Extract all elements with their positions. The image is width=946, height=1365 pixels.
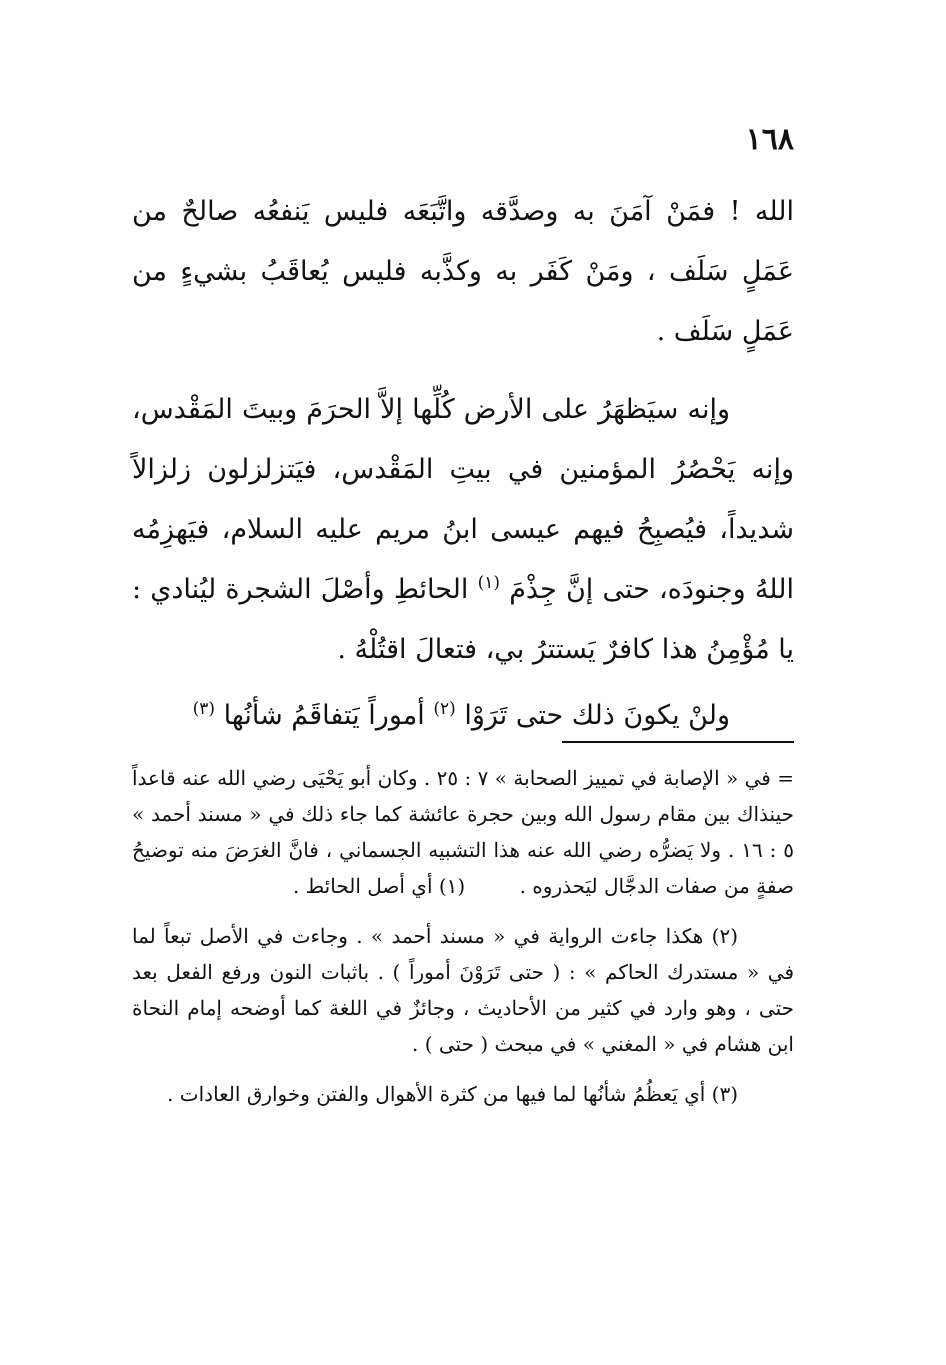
footnote-continuation: [132, 760, 794, 904]
footnote-2: (٢) هكذا جاءت الرواية في « مسند أحمد » . وجاءت في الأصل تبعاً لما في « مستدرك الحاكم » : ( حتى تَرَوْنَ أموراً ) . باثبات النون ورفع الفعل بعد حتى ، وهو وارد في كثير من الأحاديث ، وجائزٌ في اللغة كما أوضحه إمام النحاة ابن هشام في « المغني » في مبحث ( حتى ) .: [132, 924, 794, 1056]
paragraph-3: [132, 686, 794, 746]
paragraph-3-text-b: أموراً يَتفاقَمُ شأنُها: [223, 700, 425, 731]
paragraph-2-text-a: وإنه سيَظهَرُ على الأرض كُلِّها إلاَّ الحرَمَ وبيتَ المَقْدس، وإنه يَحْصُرُ المؤمنين في بيتِ المَقْدس، فيَتزلزلون زلزالاً شديداً، فيُصبِحُ فيهم عيسى ابنُ مريم عليه السلام، فيَهزِمُه اللهُ وجنودَه، حتى إنَّ جِذْمَ: [132, 394, 794, 605]
footnotes: [132, 760, 794, 1112]
paragraph-2: [132, 380, 794, 680]
footnote-ref-1: (١): [477, 573, 501, 593]
footnote-divider: [562, 741, 794, 743]
main-text: [132, 182, 794, 746]
paragraph-1: الله ! فمَنْ آمَنَ به وصدَّقه واتَّبَعَه فليس يَنفعُه صالحٌ من عَمَلٍ سَلَف ، ومَنْ كَفَر به وكذَّبه فليس يُعاقَبُ بشيءٍ من عَمَلٍ سَلَف .: [132, 196, 794, 347]
footnote-ref-2: (٢): [433, 699, 456, 719]
paragraph-2-text-b: الحائطِ وأصْلَ الشجرة ليُنادي : يا مُؤْمِنُ هذا كافرٌ يَستترُ بي، فتعالَ اقتُلْهُ .: [132, 574, 794, 665]
paragraph-3-text-a: ولنْ يكونَ ذلك حتى تَرَوْا: [464, 700, 730, 731]
footnote-1: (١) أي أصل الحائط .: [292, 874, 466, 898]
footnote-continuation-text: = في « الإصابة في تمييز الصحابة » ٧ : ٢٥ . وكان أبو يَحْيَى رضي الله عنه قاعداً حينذاك بين مقام رسول الله وبين حجرة عائشة كما جاء ذلك في « مسند أحمد » ٥ : ١٦ . ولا يَضرُّه رضي الله عنه هذا التشبيه الجسماني ، فانَّ الغرَضَ منه توضيحُ صفةٍ من صفات الدجَّال ليَحذروه .: [132, 766, 795, 898]
footnote-ref-3: (٣): [192, 699, 216, 719]
page-number: ١٦٨: [745, 122, 794, 157]
footnote-3: (٣) أي يَعظُمُ شأنُها لما فيها من كثرة الأهوال والفتن وخوارق العادات .: [167, 1082, 738, 1106]
